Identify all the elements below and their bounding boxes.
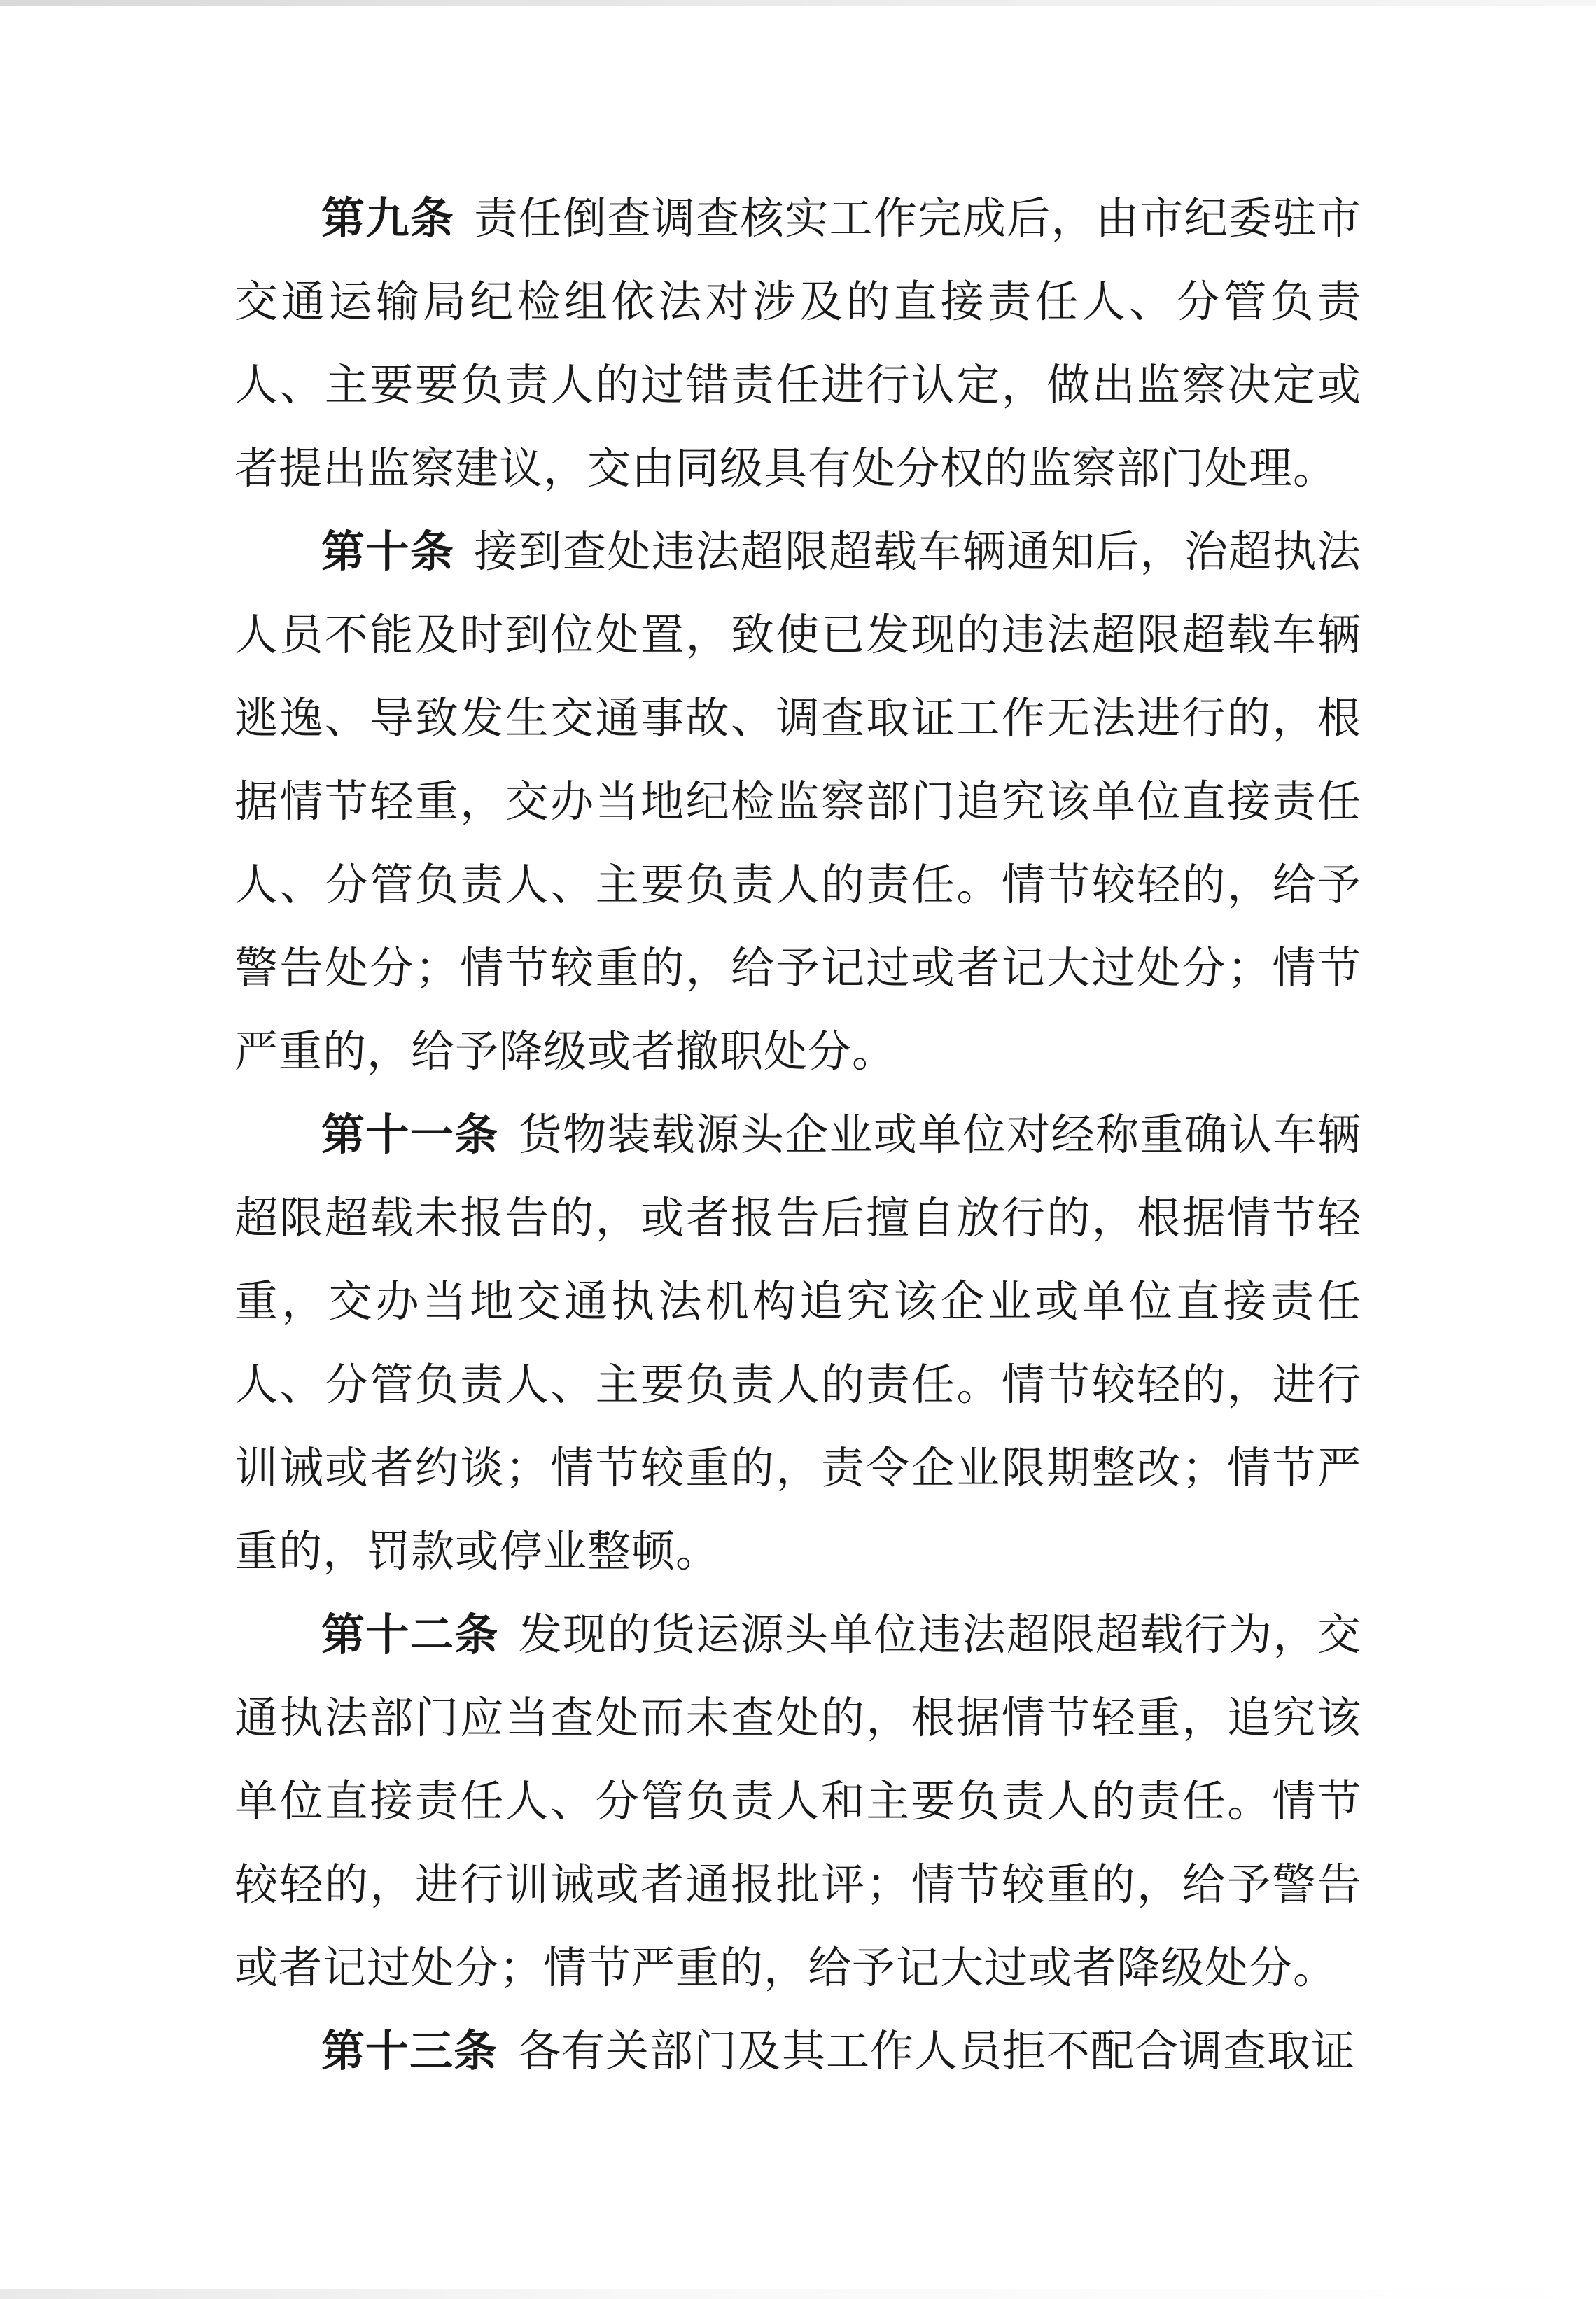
document-page [234, 176, 1362, 2092]
article-title: 第十一条 [321, 1109, 499, 1160]
article-9 [234, 176, 1362, 510]
article-title: 第十条 [321, 526, 455, 577]
article-title: 第九条 [321, 193, 455, 244]
article-10 [234, 510, 1362, 1093]
article-body: 各有关部门及其工作人员拒不配合调查取证 [517, 2025, 1356, 2076]
article-title: 第十三条 [321, 2025, 498, 2076]
article-12 [234, 1593, 1362, 2009]
scan-top-edge [0, 0, 1596, 6]
article-body: 货物装载源头企业或单位对经称重确认车辆超限超载未报告的，或者报告后擅自放行的，根据情节轻重，交办当地交通执法机构追究该企业或单位直接责任人、分管负责人、主要负责人的责任。情节较轻的，进行训诫或者约谈；情节较重的，责令企业限期整改；情节严重的，罚款或停业整顿。 [234, 1109, 1362, 1577]
article-13 [234, 2009, 1362, 2092]
article-11 [234, 1093, 1362, 1593]
article-title: 第十二条 [321, 1609, 499, 1660]
article-body: 责任倒查调查核实工作完成后，由市纪委驻市交通运输局纪检组依法对涉及的直接责任人、分管负责人、主要要负责人的过错责任进行认定，做出监察决定或者提出监察建议，交由同级具有处分权的监察部门处理。 [234, 193, 1362, 494]
scan-bottom-edge [0, 2289, 1596, 2299]
article-body: 接到查处违法超限超载车辆通知后，治超执法人员不能及时到位处置，致使已发现的违法超限超载车辆逃逸、导致发生交通事故、调查取证工作无法进行的，根据情节轻重，交办当地纪检监察部门追究该单位直接责任人、分管负责人、主要负责人的责任。情节较轻的，给予警告处分；情节较重的，给予记过或者记大过处分；情节严重的，给予降级或者撤职处分。 [234, 526, 1362, 1077]
article-body: 发现的货运源头单位违法超限超载行为，交通执法部门应当查处而未查处的，根据情节轻重，追究该单位直接责任人、分管负责人和主要负责人的责任。情节较轻的，进行训诫或者通报批评；情节较重的，给予警告或者记过处分；情节严重的，给予记大过或者降级处分。 [234, 1609, 1362, 1993]
